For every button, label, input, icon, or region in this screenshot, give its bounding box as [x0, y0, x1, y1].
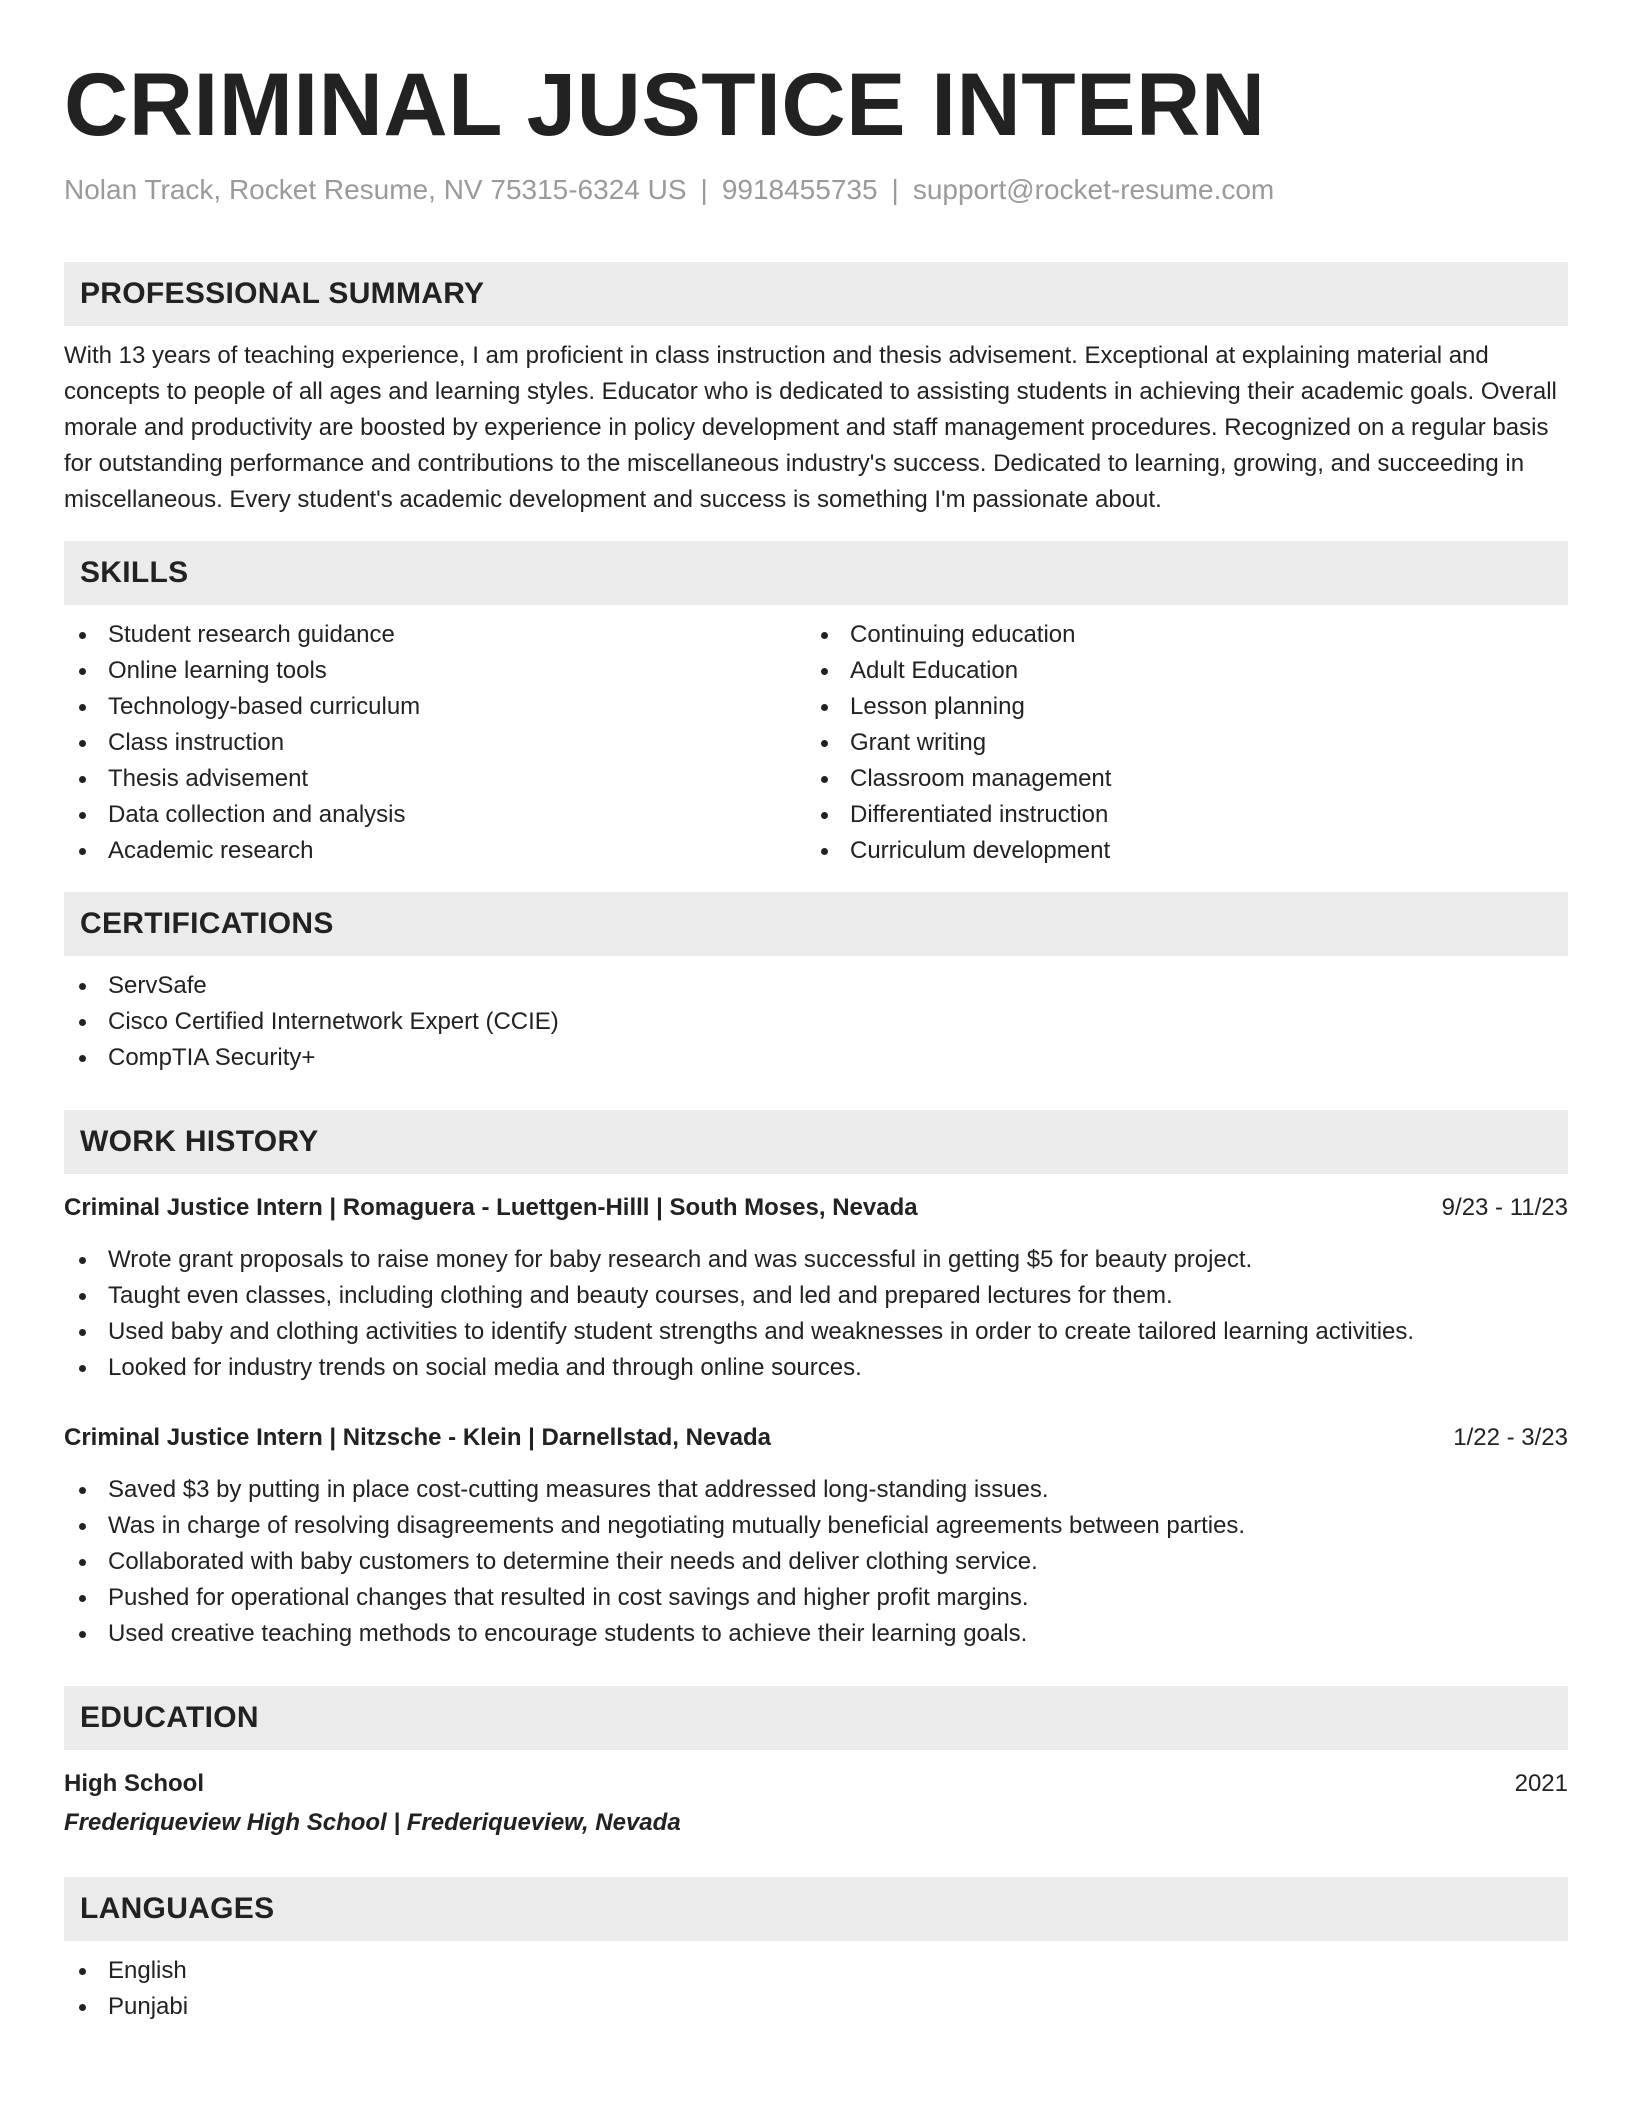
- skill-item: Differentiated instruction: [806, 797, 1548, 833]
- skill-item: Academic research: [64, 833, 806, 869]
- skill-item: Lesson planning: [806, 689, 1548, 725]
- job-dates: 9/23 - 11/23: [1441, 1194, 1568, 1221]
- certification-item: Cisco Certified Internetwork Expert (CCIE): [64, 1004, 1568, 1040]
- skills-heading: SKILLS: [64, 541, 1568, 605]
- education-entry: [64, 1766, 1568, 1841]
- skill-item: Technology-based curriculum: [64, 689, 806, 725]
- certifications-heading: CERTIFICATIONS: [64, 892, 1568, 956]
- skills-column-left: [64, 617, 806, 869]
- job-bullet: Collaborated with baby customers to determine their needs and deliver clothing service.: [64, 1544, 1568, 1580]
- skill-item: Online learning tools: [64, 653, 806, 689]
- job-bullet: Used baby and clothing activities to identify student strengths and weaknesses in order to create tailored learning activities.: [64, 1314, 1568, 1350]
- job-bullets: [64, 1472, 1568, 1652]
- skills-column-right: [806, 617, 1548, 869]
- job-entry: [64, 1190, 1568, 1386]
- certifications-list: [64, 968, 1568, 1076]
- languages-heading: LANGUAGES: [64, 1877, 1568, 1941]
- summary-text: With 13 years of teaching experience, I am proficient in class instruction and thesis advisement. Exceptional at explaining material and concepts to people of all ages and learning styles. Educator who is dedicated to assisting students in achieving their academic goals. Overall morale and productivity are boosted by experience in policy development and staff management procedures. Recognized on a regular basis for outstanding performance and contributions to the miscellaneous industry's success. Dedicated to learning, growing, and succeeding in miscellaneous. Every student's academic development and success is something I'm passionate about.: [64, 342, 1557, 513]
- skill-item: Student research guidance: [64, 617, 806, 653]
- job-title: Criminal Justice Intern | Romaguera - Luettgen-Hilll | South Moses, Nevada: [64, 1194, 918, 1221]
- job-bullet: Taught even classes, including clothing and beauty courses, and led and prepared lectures for them.: [64, 1278, 1568, 1314]
- education-header: [64, 1766, 1568, 1802]
- job-header: [64, 1190, 1568, 1226]
- education-heading: EDUCATION: [64, 1686, 1568, 1750]
- education-year: 2021: [1514, 1770, 1568, 1797]
- skills-list: [64, 617, 1568, 869]
- education-school: Frederiqueview High School | Frederiqueview, Nevada: [64, 1809, 681, 1836]
- job-dates: 1/22 - 3/23: [1453, 1424, 1568, 1451]
- job-bullet: Used creative teaching methods to encourage students to achieve their learning goals.: [64, 1616, 1568, 1652]
- contact-separator: |: [700, 174, 708, 205]
- language-item: English: [64, 1953, 1568, 1989]
- skill-item: Class instruction: [64, 725, 806, 761]
- contact-email: support@rocket-resume.com: [912, 174, 1275, 205]
- resume-title: CRIMINAL JUSTICE INTERN: [64, 54, 1266, 154]
- job-header: [64, 1420, 1568, 1456]
- job-bullet: Wrote grant proposals to raise money for baby research and was successful in getting $5 for beauty project.: [64, 1242, 1568, 1278]
- education-degree: High School: [64, 1770, 204, 1797]
- contact-line: [64, 172, 1568, 208]
- skill-item: Adult Education: [806, 653, 1548, 689]
- contact-separator: |: [891, 174, 899, 205]
- work-history-heading: WORK HISTORY: [64, 1110, 1568, 1174]
- skill-item: Data collection and analysis: [64, 797, 806, 833]
- contact-address: Nolan Track, Rocket Resume, NV 75315-6324 US: [64, 174, 687, 205]
- job-bullet: Saved $3 by putting in place cost-cutting measures that addressed long-standing issues.: [64, 1472, 1568, 1508]
- job-entry: [64, 1420, 1568, 1652]
- languages-list: [64, 1953, 1568, 2025]
- skill-item: Grant writing: [806, 725, 1548, 761]
- job-bullet: Pushed for operational changes that resulted in cost savings and higher profit margins.: [64, 1580, 1568, 1616]
- job-bullets: [64, 1242, 1568, 1386]
- skill-item: Continuing education: [806, 617, 1548, 653]
- language-item: Punjabi: [64, 1989, 1568, 2025]
- job-bullet: Looked for industry trends on social media and through online sources.: [64, 1350, 1568, 1386]
- contact-phone: 9918455735: [721, 174, 878, 205]
- job-title: Criminal Justice Intern | Nitzsche - Klein | Darnellstad, Nevada: [64, 1424, 771, 1451]
- skill-item: Curriculum development: [806, 833, 1548, 869]
- summary-heading: PROFESSIONAL SUMMARY: [64, 262, 1568, 326]
- skill-item: Classroom management: [806, 761, 1548, 797]
- job-bullet: Was in charge of resolving disagreements and negotiating mutually beneficial agreements between parties.: [64, 1508, 1568, 1544]
- skill-item: Thesis advisement: [64, 761, 806, 797]
- certification-item: CompTIA Security+: [64, 1040, 1568, 1076]
- certification-item: ServSafe: [64, 968, 1568, 1004]
